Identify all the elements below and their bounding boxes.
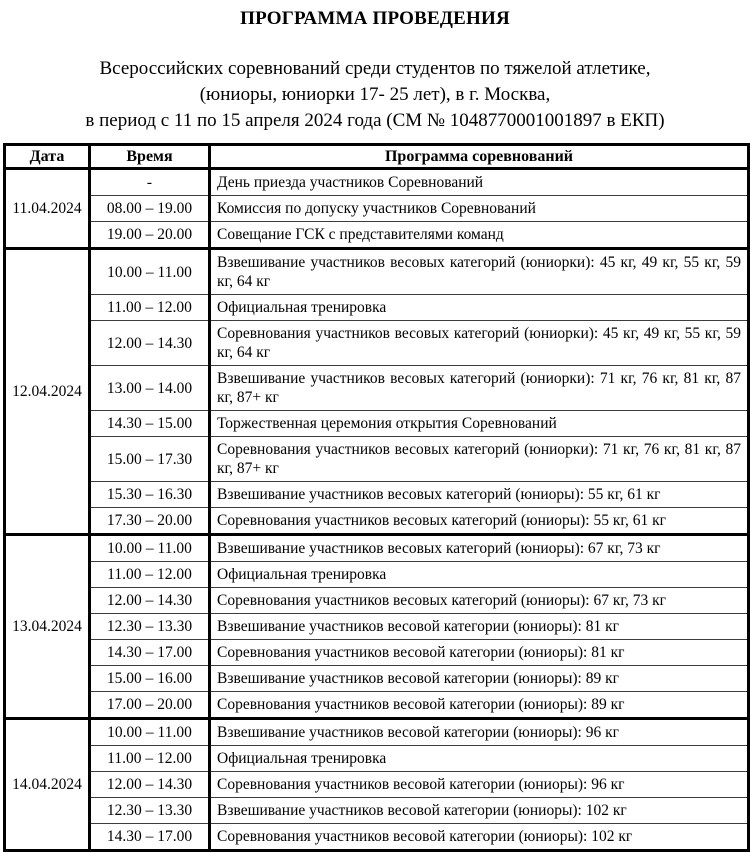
subtitle-line: (юниоры, юниорки 17- 25 лет), в г. Москва, xyxy=(199,84,551,105)
table-row xyxy=(5,508,749,535)
subtitle-line: в период с 11 по 15 апреля 2024 года (СМ № 1048770001001897 в ЕКП) xyxy=(85,110,665,131)
time-cell: 11.00 – 12.00 xyxy=(90,746,210,772)
event-cell: Совещание ГСК с представителями команд xyxy=(210,222,749,249)
event-cell: Соревнования участников весовой категории (юниоры): 89 кг xyxy=(210,692,749,719)
time-cell: 12.30 – 13.30 xyxy=(90,614,210,640)
event-cell: Взвешивание участников весовой категории (юниоры): 89 кг xyxy=(210,666,749,692)
column-header-program: Программа соревнований xyxy=(210,145,749,169)
time-cell: 15.00 – 17.30 xyxy=(90,437,210,482)
event-cell: Взвешивание участников весовых категорий (юниоры): 67 кг, 73 кг xyxy=(210,535,749,562)
time-cell: 10.00 – 11.00 xyxy=(90,719,210,746)
time-cell: 12.30 – 13.30 xyxy=(90,798,210,824)
time-cell: 14.30 – 17.00 xyxy=(90,824,210,851)
event-cell: Официальная тренировка xyxy=(210,295,749,321)
event-cell: Официальная тренировка xyxy=(210,562,749,588)
event-cell: Официальная тренировка xyxy=(210,746,749,772)
time-cell: 10.00 – 11.00 xyxy=(90,249,210,295)
table-row xyxy=(5,437,749,482)
time-cell: 14.30 – 15.00 xyxy=(90,411,210,437)
table-row xyxy=(5,562,749,588)
date-cell: 13.04.2024 xyxy=(5,535,90,719)
table-row xyxy=(5,824,749,851)
event-cell: Комиссия по допуску участников Соревнований xyxy=(210,196,749,222)
table-row xyxy=(5,588,749,614)
event-cell: Взвешивание участников весовых категорий (юниорки): 71 кг, 76 кг, 81 кг, 87 кг, 87+ кг xyxy=(210,366,749,411)
table-row xyxy=(5,719,749,746)
subtitle-line: Всероссийских соревнований среди студентов по тяжелой атлетике, xyxy=(99,58,651,79)
event-cell: Взвешивание участников весовой категории (юниоры): 96 кг xyxy=(210,719,749,746)
table-row xyxy=(5,249,749,295)
table-row xyxy=(5,692,749,719)
event-cell: Соревнования участников весовых категорий (юниоры): 55 кг, 61 кг xyxy=(210,508,749,535)
time-cell: 14.30 – 17.00 xyxy=(90,640,210,666)
table-row xyxy=(5,614,749,640)
time-cell: 15.00 – 16.00 xyxy=(90,666,210,692)
schedule-table xyxy=(3,143,750,852)
date-cell: 12.04.2024 xyxy=(5,249,90,535)
table-row xyxy=(5,222,749,249)
event-cell: Взвешивание участников весовой категории (юниоры): 102 кг xyxy=(210,798,749,824)
time-cell: 12.00 – 14.30 xyxy=(90,321,210,366)
date-cell: 11.04.2024 xyxy=(5,169,90,249)
event-cell: Соревнования участников весовых категорий (юниорки): 71 кг, 76 кг, 81 кг, 87 кг, 87+ кг xyxy=(210,437,749,482)
event-cell: Соревнования участников весовой категории (юниоры): 96 кг xyxy=(210,772,749,798)
time-cell: 19.00 – 20.00 xyxy=(90,222,210,249)
event-cell: Взвешивание участников весовых категорий (юниоры): 55 кг, 61 кг xyxy=(210,482,749,508)
page-title: ПРОГРАММА ПРОВЕДЕНИЯ xyxy=(240,8,510,29)
time-cell: 10.00 – 11.00 xyxy=(90,535,210,562)
time-cell: 12.00 – 14.30 xyxy=(90,772,210,798)
event-cell: Соревнования участников весовых категорий (юниорки): 45 кг, 49 кг, 55 кг, 59 кг, 64 кг xyxy=(210,321,749,366)
table-row xyxy=(5,196,749,222)
event-cell: Взвешивание участников весовых категорий (юниорки): 45 кг, 49 кг, 55 кг, 59 кг, 64 кг xyxy=(210,249,749,295)
event-cell: Соревнования участников весовых категорий (юниоры): 67 кг, 73 кг xyxy=(210,588,749,614)
table-row xyxy=(5,772,749,798)
time-cell: 11.00 – 12.00 xyxy=(90,295,210,321)
event-cell: Взвешивание участников весовой категории (юниоры): 81 кг xyxy=(210,614,749,640)
table-row xyxy=(5,535,749,562)
table-row xyxy=(5,640,749,666)
page-subtitle xyxy=(0,56,750,134)
table-row xyxy=(5,482,749,508)
table-row xyxy=(5,411,749,437)
table-row xyxy=(5,366,749,411)
event-cell: Соревнования участников весовой категории (юниоры): 102 кг xyxy=(210,824,749,851)
event-cell: Соревнования участников весовой категории (юниоры): 81 кг xyxy=(210,640,749,666)
table-row xyxy=(5,295,749,321)
time-cell: 08.00 – 19.00 xyxy=(90,196,210,222)
time-cell: 12.00 – 14.30 xyxy=(90,588,210,614)
time-cell: 15.30 – 16.30 xyxy=(90,482,210,508)
table-row xyxy=(5,169,749,196)
table-row xyxy=(5,321,749,366)
table-header-row xyxy=(5,145,749,169)
table-row xyxy=(5,798,749,824)
event-cell: Торжественная церемония открытия Соревнований xyxy=(210,411,749,437)
time-cell: 13.00 – 14.00 xyxy=(90,366,210,411)
table-row xyxy=(5,746,749,772)
table-row xyxy=(5,666,749,692)
column-header-date: Дата xyxy=(5,145,90,169)
event-cell: День приезда участников Соревнований xyxy=(210,169,749,196)
schedule-table-body xyxy=(5,169,749,851)
date-cell: 14.04.2024 xyxy=(5,719,90,851)
time-cell: 17.30 – 20.00 xyxy=(90,508,210,535)
column-header-time: Время xyxy=(90,145,210,169)
time-cell: - xyxy=(90,169,210,196)
time-cell: 11.00 – 12.00 xyxy=(90,562,210,588)
time-cell: 17.00 – 20.00 xyxy=(90,692,210,719)
